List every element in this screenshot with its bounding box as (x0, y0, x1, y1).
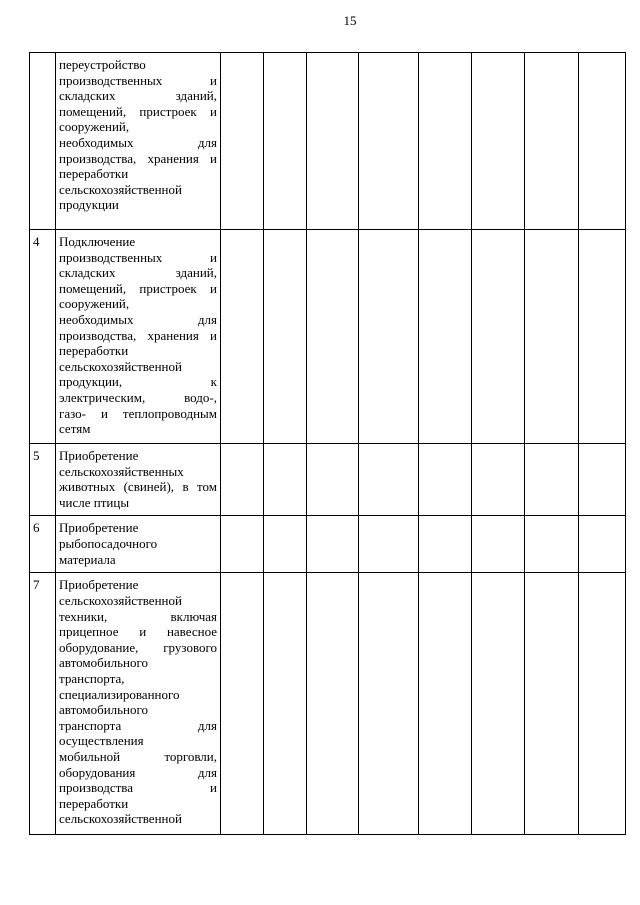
row-name-line: производственных и (59, 249, 217, 265)
table-row (30, 444, 626, 516)
empty-cell (472, 516, 525, 573)
row-name-cell (56, 573, 221, 835)
table-row (30, 516, 626, 573)
row-name-line: продукции, к (59, 374, 217, 390)
row-name-line: газо- и теплопроводным (59, 405, 217, 421)
empty-cell (472, 573, 525, 835)
row-name-line: автомобильного (59, 702, 149, 718)
row-number-cell (30, 53, 56, 230)
row-name-line: осуществления (59, 733, 144, 749)
row-name-line: необходимых для (59, 134, 217, 150)
empty-cell (264, 53, 307, 230)
empty-cell (264, 573, 307, 835)
row-name-line: производства и (59, 780, 217, 796)
empty-cell (264, 444, 307, 516)
row-name-line: сетям (59, 421, 91, 437)
empty-cell (525, 444, 579, 516)
row-name-line: сооружений, (59, 119, 130, 135)
row-name-line: сельскохозяйственной (59, 358, 182, 374)
row-number-cell: 7 (30, 573, 56, 835)
row-name-line: техники, включая (59, 608, 217, 624)
empty-cell (472, 444, 525, 516)
empty-cell (264, 516, 307, 573)
row-name-cell (56, 444, 221, 516)
empty-cell (359, 573, 419, 835)
row-name-line: сельскохозяйственной (59, 181, 182, 197)
empty-cell (359, 444, 419, 516)
row-name-line: автомобильного (59, 655, 149, 671)
row-name-cell (56, 53, 221, 230)
row-name-line: сельскохозяйственных (59, 463, 184, 479)
empty-cell (419, 444, 472, 516)
empty-cell (419, 230, 472, 444)
row-name-line: продукции (59, 197, 119, 213)
row-name-line: Подключение (59, 234, 136, 249)
empty-cell (221, 53, 264, 230)
row-name-line: животных (свиней), в том (59, 479, 217, 495)
row-name-line: электрическим, водо-, (59, 389, 217, 405)
row-name-cell (56, 230, 221, 444)
empty-cell (525, 516, 579, 573)
empty-cell (525, 53, 579, 230)
empty-cell (579, 444, 626, 516)
empty-cell (579, 516, 626, 573)
empty-cell (359, 230, 419, 444)
empty-cell (579, 53, 626, 230)
table-row (30, 230, 626, 444)
empty-cell (472, 53, 525, 230)
row-name-line: транспорта, (59, 670, 125, 686)
empty-cell (221, 230, 264, 444)
empty-cell (307, 230, 359, 444)
empty-cell (419, 53, 472, 230)
empty-cell (525, 230, 579, 444)
row-name-line: Приобретение (59, 448, 139, 463)
empty-cell (579, 230, 626, 444)
row-name-line: рыбопосадочного (59, 535, 158, 551)
row-number-cell: 6 (30, 516, 56, 573)
empty-cell (307, 444, 359, 516)
empty-cell (472, 230, 525, 444)
empty-cell (307, 573, 359, 835)
row-name-line: производства, хранения и (59, 150, 217, 166)
empty-cell (419, 516, 472, 573)
page-number: 15 (343, 13, 357, 28)
data-table (29, 52, 626, 835)
row-name-line: мобильной торговли, (59, 748, 217, 764)
row-name-line: прицепное и навесное (59, 624, 217, 640)
row-name-line: переработки (59, 166, 129, 182)
row-name-line: оборудование, грузового (59, 639, 217, 655)
row-name-line: Приобретение (59, 520, 139, 536)
empty-cell (307, 53, 359, 230)
row-name-line: Приобретение (59, 577, 139, 593)
empty-cell (221, 516, 264, 573)
empty-cell (525, 573, 579, 835)
row-name-line: материала (59, 551, 116, 567)
row-name-line: помещений, пристроек и (59, 280, 217, 296)
table-body (30, 53, 626, 835)
row-name-line: сельскохозяйственной (59, 592, 182, 608)
row-name-cell (56, 516, 221, 573)
row-name-line: числе птицы (59, 494, 130, 510)
empty-cell (221, 573, 264, 835)
empty-cell (307, 516, 359, 573)
row-name-line: транспорта для (59, 717, 217, 733)
empty-cell (359, 516, 419, 573)
row-name-line: необходимых для (59, 311, 217, 327)
row-name-line: производственных и (59, 72, 217, 88)
row-name-line: производства, хранения и (59, 327, 217, 343)
row-number-cell: 4 (30, 230, 56, 444)
empty-cell (419, 573, 472, 835)
row-name-line: сельскохозяйственной (59, 811, 182, 827)
empty-cell (579, 573, 626, 835)
row-name-line: складских зданий, (59, 88, 217, 104)
row-name-line: сооружений, (59, 296, 130, 312)
row-name-line: помещений, пристроек и (59, 103, 217, 119)
row-name-line: оборудования для (59, 764, 217, 780)
table-row (30, 53, 626, 230)
table-row (30, 573, 626, 835)
empty-cell (221, 444, 264, 516)
row-name-line: переработки (59, 343, 129, 359)
row-name-line: специализированного (59, 686, 180, 702)
row-name-line: складских зданий, (59, 265, 217, 281)
empty-cell (264, 230, 307, 444)
row-name-line: переработки (59, 795, 129, 811)
row-number-cell: 5 (30, 444, 56, 516)
row-name-line: переустройство (59, 57, 146, 72)
empty-cell (359, 53, 419, 230)
